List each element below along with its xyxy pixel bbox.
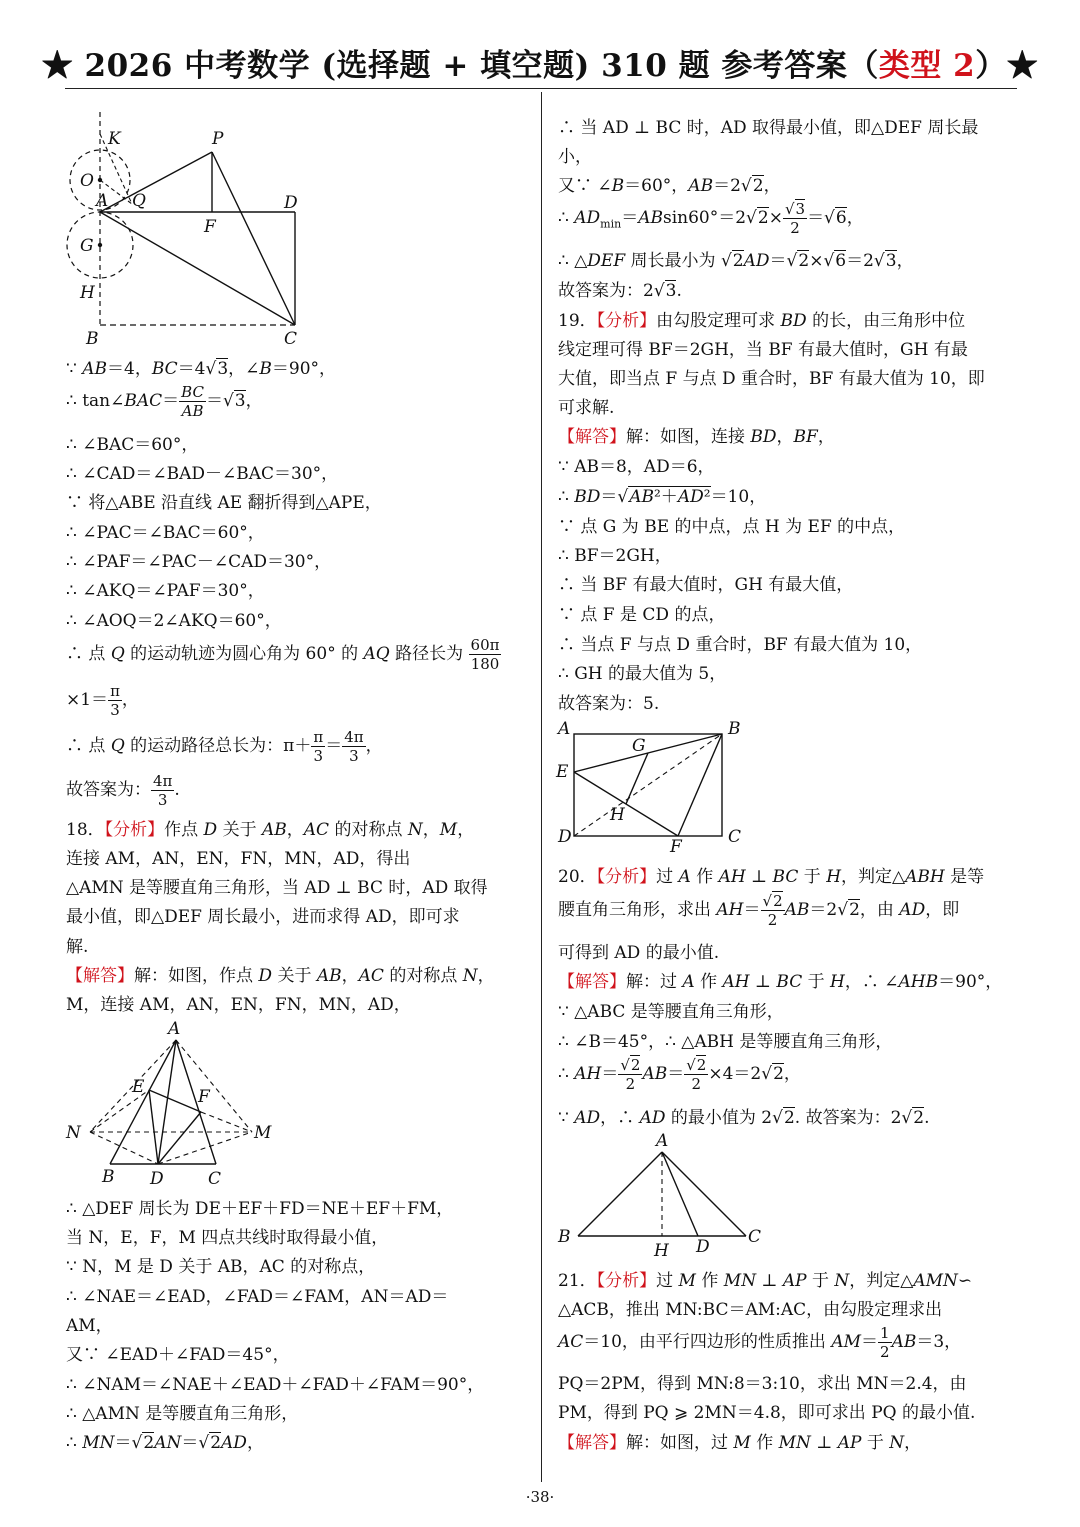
fig2-label-B: B bbox=[102, 1167, 115, 1187]
right-line-30: △ACB，推出 MN:BC＝AM:AC，由勾股定理求出 bbox=[558, 1300, 943, 1320]
right-line-18: ∴ 当点 F 与点 D 重合时，BF 有最大值为 10， bbox=[558, 635, 923, 655]
right-line-12: ∵ AB＝8，AD＝6， bbox=[558, 457, 715, 477]
right-line-7: 19．【分析】由勾股定理可求 BD 的长，由三角形中位 bbox=[558, 311, 966, 331]
right-line-1: ∴ 当 AD ⊥ BC 时，AD 取得最小值，即△DEF 周长最 bbox=[558, 118, 979, 138]
fig2-label-N: N bbox=[66, 1123, 81, 1143]
right-line-13: ∴ BD＝√AB²＋AD²＝10， bbox=[558, 487, 767, 507]
fig3-label-G: G bbox=[632, 736, 646, 756]
left-line-21: ∴ △DEF 周长为 DE＋EF＋FD＝NE＋EF＋FM， bbox=[66, 1199, 454, 1219]
figure-2 bbox=[66, 1019, 286, 1192]
left-line-11: ×1＝ $\frac{\pi}{3}$ ， bbox=[66, 682, 139, 719]
left-line-2: ∴ tan∠BAC＝ $\frac{BC}{AB}$ ＝√3， bbox=[66, 383, 263, 420]
right-line-26: ∴ ∠B＝45°，∴ △ABH 是等腰直角三角形， bbox=[558, 1032, 893, 1052]
fig1-label-Q: Q bbox=[132, 191, 146, 211]
right-line-21: 20．【分析】过 A 作 AH ⊥ BC 于 H，判定△ABH 是等 bbox=[558, 867, 985, 887]
fig3-label-C: C bbox=[728, 827, 742, 847]
right-line-29: 21．【分析】过 M 作 MN ⊥ AP 于 N，判定△AMN∽ bbox=[558, 1271, 973, 1291]
figure-3 bbox=[556, 716, 756, 857]
right-line-28: ∵ AD，∴ AD 的最小值为 2√2. 故答案为：2√2. bbox=[558, 1108, 930, 1128]
fig1-label-B: B bbox=[86, 329, 99, 349]
figure-1 bbox=[60, 112, 320, 352]
left-line-12: ∴ 点 Q 的运动路径总长为：π＋ $\frac{\pi}{3}$ ＝ $\frac{4\pi}{3}$ ， bbox=[66, 728, 383, 765]
fig4-label-A: A bbox=[656, 1131, 669, 1151]
right-line-11: 【解答】解：如图，连接 BD，BF， bbox=[558, 427, 835, 447]
right-line-25: ∵ △ABC 是等腰直角三角形， bbox=[558, 1002, 784, 1022]
left-line-17: 最小值，即△DEF 周长最小，进而求得 AD，即可求 bbox=[66, 907, 460, 927]
fig4-label-B: B bbox=[558, 1227, 571, 1247]
fig1-label-H: H bbox=[80, 283, 95, 303]
left-line-13: 故答案为： $\frac{4\pi}{3}$ . bbox=[66, 772, 180, 809]
left-line-6: ∴ ∠PAC＝∠BAC＝60°， bbox=[66, 523, 265, 543]
left-line-24: ∴ ∠NAE＝∠EAD，∠FAD＝∠FAM，AN＝AD＝ bbox=[66, 1287, 449, 1307]
left-line-18: 解. bbox=[66, 937, 89, 957]
left-line-5: ∵ 将△ABE 沿直线 AE 翻折得到△APE， bbox=[66, 493, 382, 513]
left-line-4: ∴ ∠CAD＝∠BAD－∠BAC＝30°， bbox=[66, 464, 339, 484]
right-line-19: ∴ GH 的最大值为 5， bbox=[558, 664, 727, 684]
left-line-10: ∴ 点 Q 的运动轨迹为圆心角为 60° 的 AQ 路径长为 $\frac{60\pi}{180}$ bbox=[66, 636, 500, 673]
left-line-16: △AMN 是等腰直角三角形，当 AD ⊥ BC 时，AD 取得 bbox=[66, 878, 488, 898]
left-line-23: ∵ N，M 是 D 关于 AB，AC 的对称点， bbox=[66, 1257, 376, 1277]
left-line-3: ∴ ∠BAC＝60°， bbox=[66, 435, 199, 455]
right-line-4: ∴ $AD_{min}=ABsin60^\circ=2√2\times$ $\frac{√3}{2}$ ＝√6， bbox=[558, 200, 864, 237]
right-line-27: ∴ AH＝ $\frac{√2}{2}$ AB＝ $\frac{√2}{2}$ ×4＝2√2， bbox=[558, 1056, 801, 1093]
right-line-5: ∴ △DEF 周长最小为 √2AD＝√2×√6＝2√3， bbox=[558, 251, 914, 271]
right-line-34: 【解答】解：如图，过 M 作 MN ⊥ AP 于 N， bbox=[558, 1433, 922, 1453]
right-line-24: 【解答】解：过 A 作 AH ⊥ BC 于 H，∴ ∠AHB＝90°， bbox=[558, 972, 1003, 992]
fig1-label-C: C bbox=[284, 329, 298, 349]
right-line-20: 故答案为：5. bbox=[558, 694, 660, 714]
right-line-22: 腰直角三角形，求出 AH＝ $\frac{√2}{2}$ AB＝2√2，由 AD，即 bbox=[558, 892, 960, 929]
left-line-9: ∴ ∠AOQ＝2∠AKQ＝60°， bbox=[66, 611, 282, 631]
fig3-label-B: B bbox=[728, 719, 741, 739]
fig4-label-D: D bbox=[696, 1237, 710, 1257]
left-line-27: ∴ ∠NAM＝∠NAE＋∠EAD＋∠FAD＋∠FAM＝90°， bbox=[66, 1375, 485, 1395]
fig3-label-E: E bbox=[556, 762, 569, 782]
right-line-23: 可得到 AD 的最小值. bbox=[558, 943, 720, 963]
fig2-label-C: C bbox=[208, 1169, 222, 1189]
page-header: ★ 2026 中考数学 (选择题 + 填空题) 310 题 参考答案（类型 2）★ bbox=[41, 48, 1039, 84]
fig1-label-D: D bbox=[284, 193, 298, 213]
page-number: ·38· bbox=[525, 1488, 555, 1506]
left-line-28: ∴ △AMN 是等腰直角三角形， bbox=[66, 1404, 299, 1424]
fig2-label-M: M bbox=[254, 1123, 272, 1143]
right-line-32: PQ＝2PM，得到 MN:8＝3:10，求出 MN＝2.4，由 bbox=[558, 1374, 967, 1394]
right-line-2: 小， bbox=[558, 147, 592, 167]
fig1-label-F: F bbox=[204, 217, 216, 237]
fig4-label-C: C bbox=[748, 1227, 762, 1247]
right-line-17: ∵ 点 F 是 CD 的点， bbox=[558, 605, 726, 625]
left-line-26: 又∵ ∠EAD＋∠FAD＝45°， bbox=[66, 1345, 290, 1365]
fig3-label-F: F bbox=[670, 837, 682, 857]
fig1-label-A: A bbox=[96, 191, 109, 211]
left-line-20: M，连接 AM，AN，EN，FN，MN，AD， bbox=[66, 995, 411, 1015]
fig1-label-G: G bbox=[80, 236, 94, 256]
right-line-10: 可求解. bbox=[558, 398, 615, 418]
right-line-3: 又∵ ∠B＝60°，AB＝2√2， bbox=[558, 176, 781, 196]
fig1-label-O: O bbox=[80, 171, 94, 191]
header-rule bbox=[65, 88, 1017, 89]
fig3-label-D: D bbox=[558, 827, 572, 847]
right-line-9: 大值，即当点 F 与点 D 重合时，BF 有最大值为 10，即 bbox=[558, 369, 985, 389]
right-line-16: ∴ 当 BF 有最大值时，GH 有最大值， bbox=[558, 575, 854, 595]
fig3-label-H: H bbox=[610, 805, 625, 825]
right-line-15: ∴ BF＝2GH， bbox=[558, 546, 672, 566]
left-line-19: 【解答】解：如图，作点 D 关于 AB，AC 的对称点 N， bbox=[66, 966, 495, 986]
right-line-6: 故答案为：2√3. bbox=[558, 281, 682, 301]
fig1-label-K: K bbox=[108, 129, 121, 149]
right-line-33: PM，得到 PQ ⩾ 2MN＝4.8，即可求出 PQ 的最小值. bbox=[558, 1403, 976, 1423]
fig4-label-H: H bbox=[654, 1241, 669, 1261]
left-line-29: ∴ MN＝√2AN＝√2AD， bbox=[66, 1433, 264, 1453]
fig2-label-A: A bbox=[168, 1019, 181, 1039]
left-line-14: 18．【分析】作点 D 关于 AB，AC 的对称点 N，M， bbox=[66, 820, 475, 840]
column-divider bbox=[541, 92, 542, 1482]
left-line-22: 当 N，E，F，M 四点共线时取得最小值， bbox=[66, 1228, 389, 1248]
left-line-15: 连接 AM，AN，EN，FN，MN，AD，得出 bbox=[66, 849, 411, 869]
fig2-label-E: E bbox=[132, 1077, 145, 1097]
figure-4 bbox=[556, 1130, 776, 1260]
left-line-8: ∴ ∠AKQ＝∠PAF＝30°， bbox=[66, 581, 265, 601]
left-line-1: ∵ AB＝4，BC＝4√3，∠B＝90°， bbox=[66, 359, 337, 379]
right-line-8: 线定理可得 BF＝2GH，当 BF 有最大值时，GH 有最 bbox=[558, 340, 968, 360]
fig2-label-F: F bbox=[198, 1087, 210, 1107]
left-line-7: ∴ ∠PAF＝∠PAC－∠CAD＝30°， bbox=[66, 552, 332, 572]
right-line-14: ∵ 点 G 为 BE 的中点，点 H 为 EF 的中点， bbox=[558, 517, 906, 537]
right-line-31: AC＝10，由平行四边形的性质推出 AM＝ $\frac{1}{2}$ AB＝3， bbox=[558, 1324, 962, 1361]
left-line-25: AM， bbox=[66, 1316, 113, 1336]
fig3-label-A: A bbox=[558, 719, 571, 739]
fig1-label-P: P bbox=[212, 129, 224, 149]
fig2-label-D: D bbox=[150, 1169, 164, 1189]
